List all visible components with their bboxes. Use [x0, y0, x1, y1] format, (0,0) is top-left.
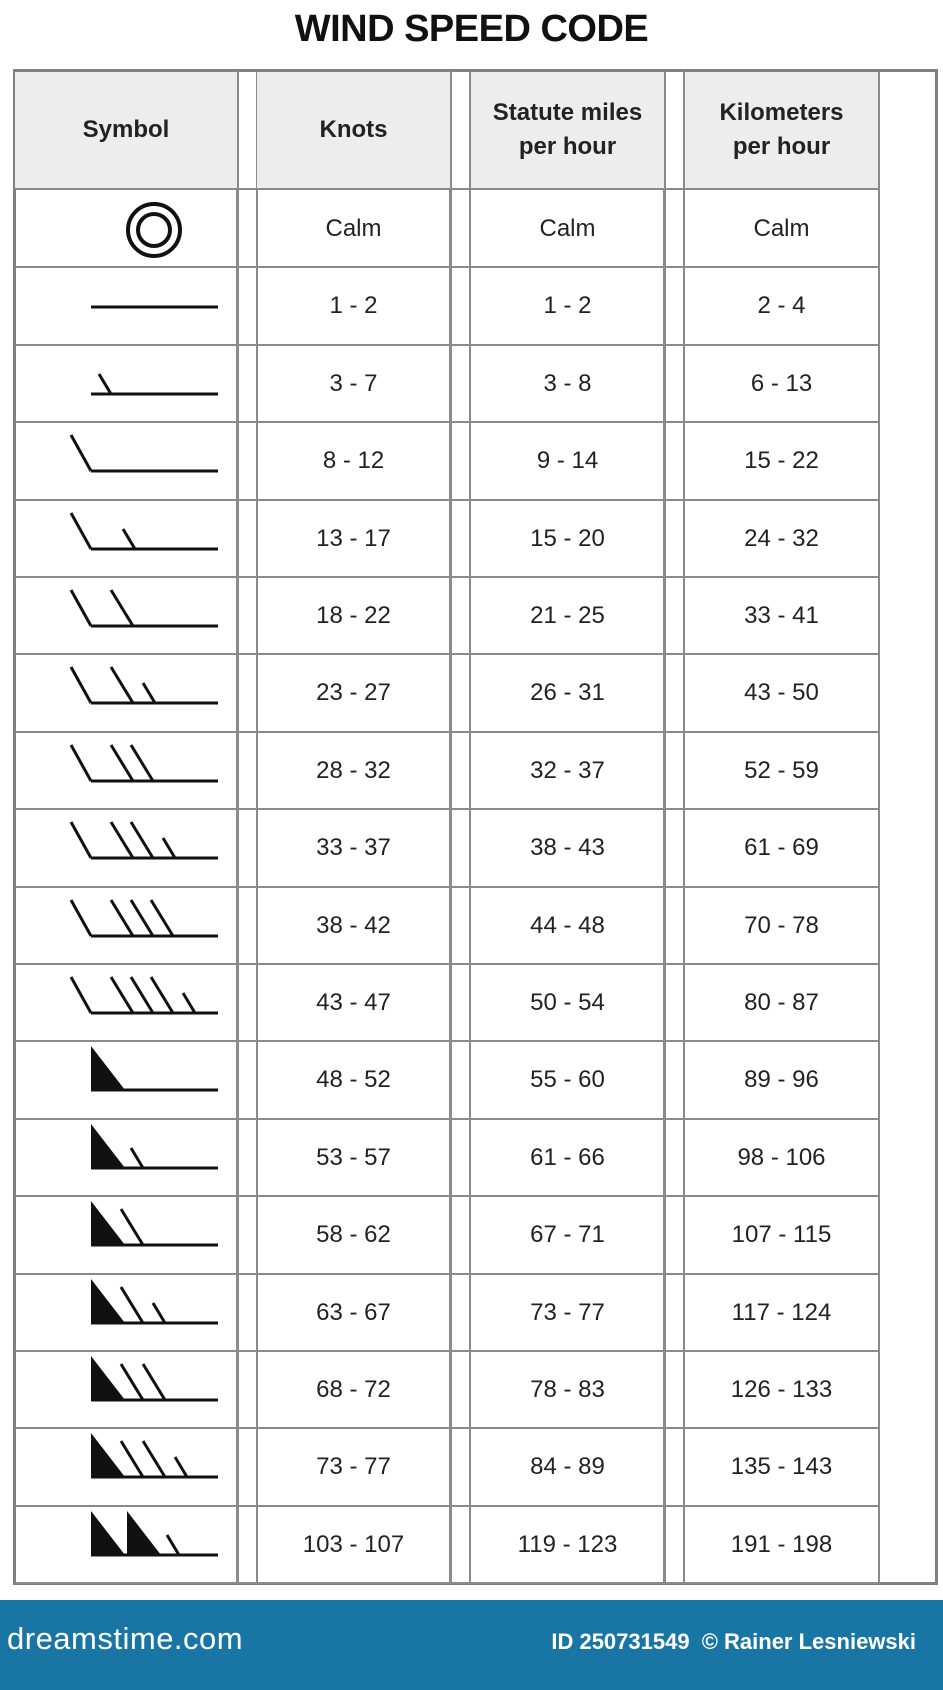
header-mph: Statute miles per hour — [471, 72, 664, 188]
cell-mph: Calm — [539, 214, 596, 242]
full-barb — [131, 745, 153, 781]
cell-knots: 103 - 107 — [302, 1530, 405, 1558]
pennant — [91, 1046, 125, 1090]
cell-knots: 38 - 42 — [316, 911, 391, 939]
cell-knots: 43 - 47 — [316, 988, 391, 1016]
cell-kmh: 135 - 143 — [730, 1452, 833, 1480]
full-barb — [71, 667, 91, 703]
wind-symbol-one-and-half-barbs — [15, 500, 237, 577]
cell-knots: Calm — [325, 214, 382, 242]
footer-bar — [0, 1600, 943, 1690]
calm-outer-ring — [128, 204, 180, 256]
cell-mph: 50 - 54 — [530, 988, 605, 1016]
cell-knots: 13 - 17 — [316, 524, 391, 552]
cell-kmh: 70 - 78 — [744, 911, 819, 939]
author-credit: © Rainer Lesniewski — [701, 1629, 916, 1654]
cell-knots: 1 - 2 — [329, 291, 378, 319]
pennant-two-and-half-barbs-icon — [15, 1428, 237, 1505]
full-barb — [71, 822, 91, 858]
full-barb — [111, 977, 133, 1013]
full-barb — [111, 667, 133, 703]
full-barb — [71, 745, 91, 781]
cell-mph: 84 - 89 — [530, 1452, 605, 1480]
wind-symbol-three-and-half-barbs — [15, 809, 237, 886]
pennant — [91, 1356, 125, 1400]
half-barb — [167, 1535, 179, 1555]
wind-symbol-pennant-one-and-half-barbs — [15, 1274, 237, 1351]
pennant-one-and-half-barbs-icon — [15, 1274, 237, 1351]
half-barb — [123, 529, 135, 549]
brand-logo[interactable]: dreamstime.com — [7, 1621, 244, 1656]
full-barb — [71, 977, 91, 1013]
cell-mph: 9 - 14 — [536, 446, 599, 474]
two-barbs-icon — [15, 577, 237, 654]
wind-symbol-three-barbs — [15, 732, 237, 809]
full-barb — [131, 900, 153, 936]
wind-symbol-shaft — [15, 267, 237, 344]
cell-kmh: 107 - 115 — [731, 1220, 832, 1248]
wind-symbol-short-barb — [15, 345, 237, 422]
cell-kmh: Calm — [753, 214, 810, 242]
cell-mph: 15 - 20 — [530, 524, 605, 552]
full-barb — [71, 435, 91, 471]
cell-knots: 58 - 62 — [316, 1220, 391, 1248]
wind-symbol-pennant-two-and-half-barbs — [15, 1428, 237, 1505]
wind-symbol-calm-circle — [15, 190, 237, 267]
cell-mph: 67 - 71 — [530, 1220, 605, 1248]
half-barb — [99, 374, 111, 394]
wind-symbol-four-and-half-barbs — [15, 964, 237, 1041]
full-barb — [111, 900, 133, 936]
full-barb — [71, 513, 91, 549]
calm-inner-ring — [138, 214, 170, 246]
pennant-two-barbs-icon — [15, 1351, 237, 1428]
full-barb — [121, 1209, 143, 1245]
half-barb — [143, 683, 155, 703]
wind-symbol-pennant-one-barb — [15, 1196, 237, 1273]
cell-knots: 3 - 7 — [329, 369, 378, 397]
full-barb — [71, 590, 91, 626]
full-barb — [143, 1441, 165, 1477]
cell-mph: 21 - 25 — [530, 601, 605, 629]
pennant — [91, 1124, 125, 1168]
cell-knots: 48 - 52 — [316, 1065, 391, 1093]
wind-symbol-four-barbs — [15, 887, 237, 964]
cell-kmh: 126 - 133 — [730, 1375, 833, 1403]
cell-mph: 61 - 66 — [530, 1143, 605, 1171]
cell-knots: 68 - 72 — [316, 1375, 391, 1403]
header-kmh: Kilometers per hour — [685, 72, 878, 188]
cell-mph: 38 - 43 — [530, 833, 605, 861]
cell-mph: 78 - 83 — [530, 1375, 605, 1403]
image-id: ID 250731549 — [551, 1629, 690, 1654]
full-barb — [121, 1287, 143, 1323]
cell-knots: 18 - 22 — [316, 601, 391, 629]
two-and-half-barbs-icon — [15, 654, 237, 731]
half-barb — [183, 993, 195, 1013]
wind-symbol-two-barbs — [15, 577, 237, 654]
cell-knots: 28 - 32 — [316, 756, 391, 784]
image-credit — [545, 1629, 916, 1655]
pennant-one-barb-icon — [15, 1196, 237, 1273]
cell-mph: 26 - 31 — [530, 678, 605, 706]
half-barb — [175, 1457, 187, 1477]
cell-kmh: 52 - 59 — [744, 756, 819, 784]
half-barb — [153, 1303, 165, 1323]
cell-kmh: 80 - 87 — [744, 988, 819, 1016]
four-barbs-icon — [15, 887, 237, 964]
full-barb — [151, 900, 173, 936]
cell-kmh: 2 - 4 — [757, 291, 806, 319]
full-barb — [131, 822, 153, 858]
pennant — [127, 1511, 161, 1555]
cell-kmh: 98 - 106 — [737, 1143, 826, 1171]
cell-kmh: 43 - 50 — [744, 678, 819, 706]
half-barb — [163, 838, 175, 858]
three-barbs-icon — [15, 732, 237, 809]
full-barb — [131, 977, 153, 1013]
cell-kmh: 191 - 198 — [730, 1530, 833, 1558]
header-symbol: Symbol — [15, 72, 237, 188]
one-and-half-barbs-icon — [15, 500, 237, 577]
wind-symbol-one-barb — [15, 422, 237, 499]
calm-circle-icon — [15, 190, 237, 267]
column-divider — [878, 71, 880, 1583]
three-and-half-barbs-icon — [15, 809, 237, 886]
cell-mph: 32 - 37 — [530, 756, 605, 784]
full-barb — [121, 1441, 143, 1477]
cell-knots: 23 - 27 — [316, 678, 391, 706]
cell-knots: 8 - 12 — [322, 446, 385, 474]
header-knots: Knots — [257, 72, 450, 188]
full-barb — [111, 822, 133, 858]
pennant-icon — [15, 1041, 237, 1118]
shaft-icon — [15, 267, 237, 344]
cell-knots: 33 - 37 — [316, 833, 391, 861]
cell-kmh: 15 - 22 — [744, 446, 819, 474]
two-pennants-half-barb-icon — [15, 1506, 237, 1583]
cell-kmh: 33 - 41 — [744, 601, 819, 629]
wind-symbol-pennant — [15, 1041, 237, 1118]
cell-mph: 55 - 60 — [530, 1065, 605, 1093]
full-barb — [71, 900, 91, 936]
wind-symbol-two-and-half-barbs — [15, 654, 237, 731]
cell-kmh: 6 - 13 — [750, 369, 813, 397]
pennant-half-barb-icon — [15, 1119, 237, 1196]
half-barb — [131, 1148, 143, 1168]
cell-mph: 73 - 77 — [530, 1298, 605, 1326]
full-barb — [111, 590, 133, 626]
page-title: WIND SPEED CODE — [294, 8, 649, 50]
pennant — [91, 1511, 125, 1555]
cell-kmh: 61 - 69 — [744, 833, 819, 861]
cell-knots: 73 - 77 — [316, 1452, 391, 1480]
pennant — [91, 1279, 125, 1323]
cell-mph: 119 - 123 — [517, 1530, 618, 1558]
cell-knots: 53 - 57 — [316, 1143, 391, 1171]
cell-mph: 3 - 8 — [543, 369, 592, 397]
cell-kmh: 24 - 32 — [744, 524, 819, 552]
pennant — [91, 1433, 125, 1477]
four-and-half-barbs-icon — [15, 964, 237, 1041]
wind-symbol-two-pennants-half-barb — [15, 1506, 237, 1583]
full-barb — [151, 977, 173, 1013]
wind-symbol-pennant-half-barb — [15, 1119, 237, 1196]
short-barb-icon — [15, 345, 237, 422]
cell-mph: 1 - 2 — [543, 291, 592, 319]
one-barb-icon — [15, 422, 237, 499]
wind-symbol-pennant-two-barbs — [15, 1351, 237, 1428]
full-barb — [121, 1364, 143, 1400]
cell-knots: 63 - 67 — [316, 1298, 391, 1326]
cell-kmh: 117 - 124 — [731, 1298, 832, 1326]
cell-mph: 44 - 48 — [530, 911, 605, 939]
full-barb — [111, 745, 133, 781]
cell-kmh: 89 - 96 — [744, 1065, 819, 1093]
pennant — [91, 1201, 125, 1245]
full-barb — [143, 1364, 165, 1400]
